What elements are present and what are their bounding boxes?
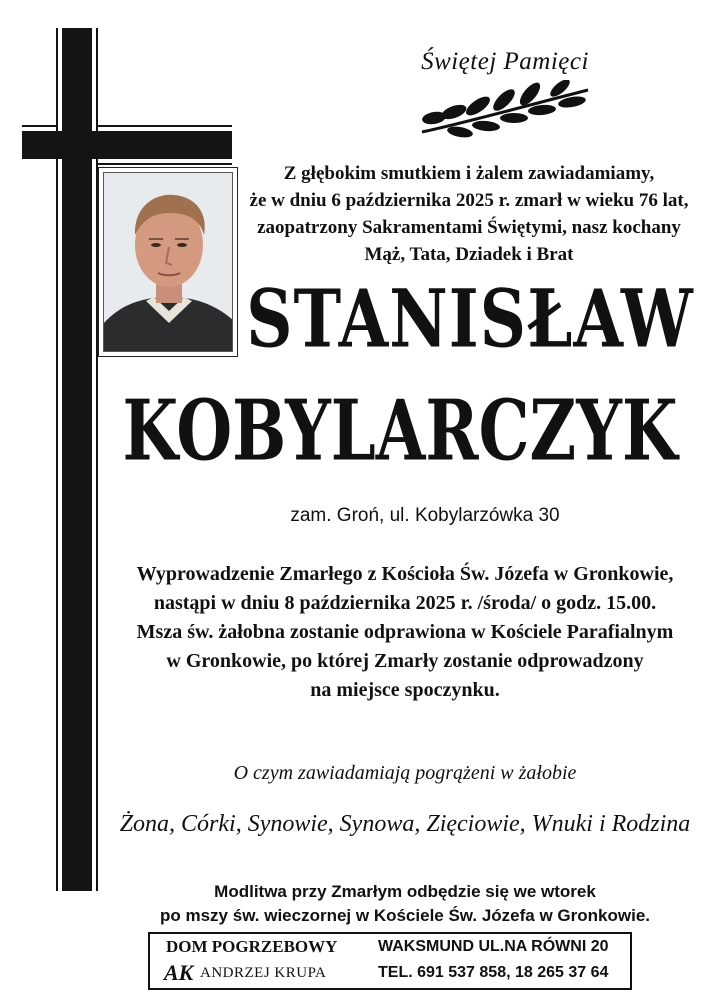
deceased-address: zam. Groń, ul. Kobylarzówka 30 — [290, 505, 560, 526]
funeral-home-logo: AK — [164, 960, 194, 985]
announcement-line: Mąż, Tata, Dziadek i Brat — [364, 244, 574, 265]
funeral-home-name: DOM POGRZEBOWY — [166, 937, 338, 956]
funeral-line: w Gronkowie, po której Zmarły zostanie odprowadzony — [166, 650, 644, 672]
funeral-home-phone: TEL. 691 537 858, 18 265 37 64 — [378, 964, 609, 981]
family-list: Żona, Córki, Synowie, Synowa, Zięciowie, Wnuki i Rodzina — [119, 811, 691, 837]
funeral-line: Msza św. żałobna zostanie odprawiona w Kościele Parafialnym — [136, 621, 674, 643]
announcement-line: że w dniu 6 października 2025 r. zmarł w wieku 76 lat, — [249, 190, 689, 211]
funeral-line: Wyprowadzenie Zmarłego z Kościoła Św. Józefa w Gronkowie, — [136, 563, 674, 585]
funeral-home-owner: ANDRZEJ KRUPA — [200, 965, 327, 981]
mourners-intro: O czym zawiadamiają pogrążeni w żałobie — [233, 762, 577, 784]
cross-outline — [96, 28, 98, 131]
prayer-line: po mszy św. wieczornej w Kościele Św. Józefa w Gronkowie. — [160, 906, 650, 925]
cross-outline — [98, 163, 232, 165]
cross-outline — [56, 159, 58, 891]
laurel-branch-icon — [420, 80, 592, 138]
cross-outline — [22, 125, 56, 127]
prayer-line: Modlitwa przy Zmarłym odbędzie się we wtorek — [214, 882, 596, 901]
portrait-image — [104, 173, 233, 352]
portrait-photo — [103, 172, 233, 352]
funeral-home-box — [148, 932, 632, 990]
funeral-details — [100, 560, 709, 705]
cross-outline — [56, 28, 58, 131]
funeral-line: nastąpi w dniu 8 października 2025 r. /środa/ o godz. 15.00. — [153, 592, 657, 614]
cross-outline — [98, 125, 232, 127]
prayer-notice — [100, 880, 709, 928]
deceased-last-name: KOBYLARCZYK — [122, 382, 678, 481]
announcement-line: Z głębokim smutkiem i żalem zawiadamiamy, — [283, 163, 655, 184]
header-title: Świętej Pamięci — [421, 48, 589, 75]
funeral-line: na miejsce spoczynku. — [310, 679, 500, 701]
announcement-line: zaopatrzony Sakramentami Świętymi, nasz kochany — [257, 217, 681, 238]
deceased-first-name: STANISŁAW — [246, 272, 694, 367]
cross-horizontal-beam — [22, 131, 232, 159]
portrait-frame — [98, 167, 238, 357]
funeral-home-address: WAKSMUND UL.NA RÓWNI 20 — [378, 938, 609, 955]
announcement-text — [244, 160, 694, 268]
